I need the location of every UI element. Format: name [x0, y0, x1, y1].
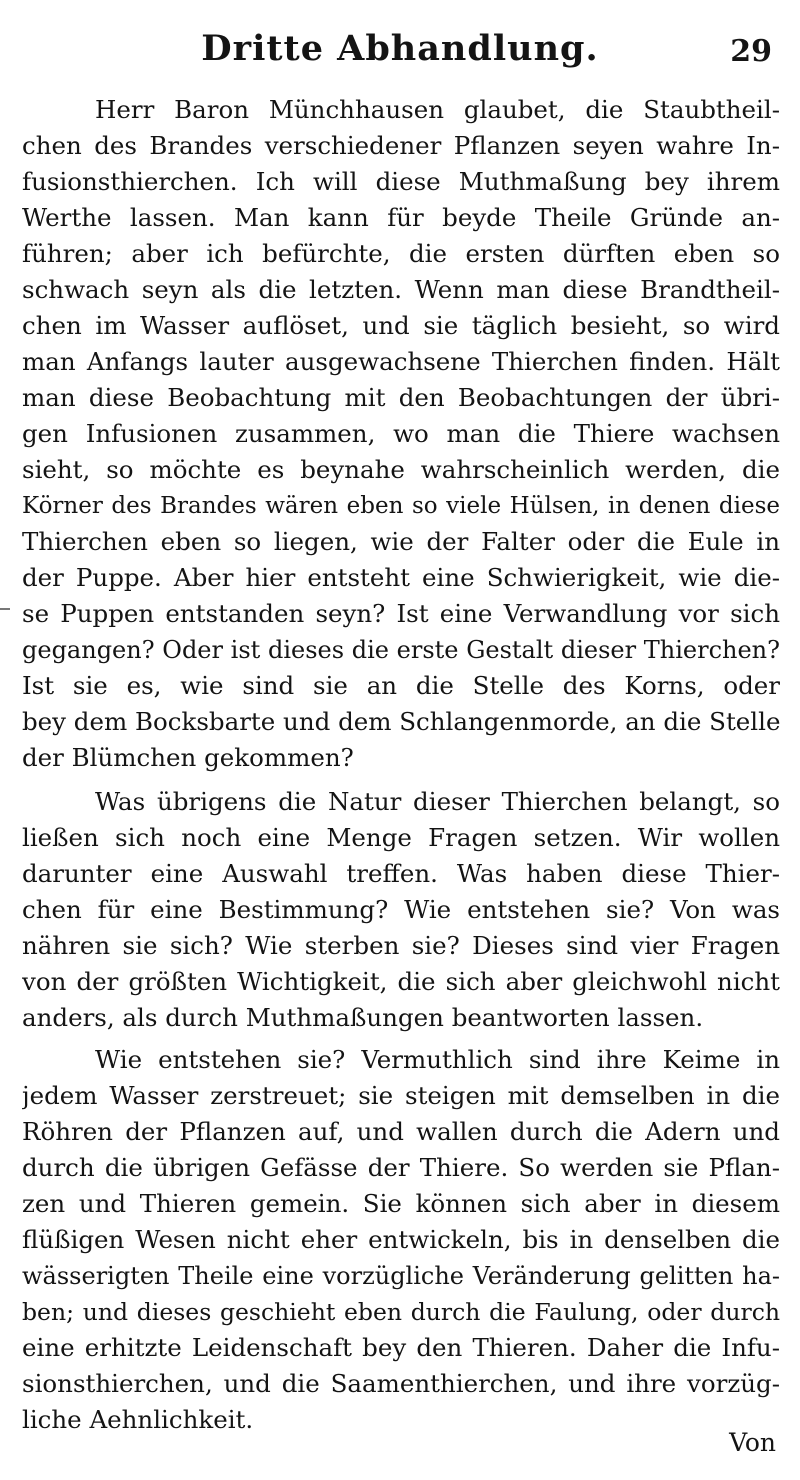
text-line: Herr Baron Münchhausen glaubet, die Staubtheil- [95, 95, 780, 124]
text-line: eine erhitzte Leidenschaft bey den Thieren. Daher die Infu- [22, 1333, 780, 1362]
text-line: man Anfangs lauter ausgewachsene Thierchen finden. Hält [22, 347, 780, 376]
running-head [0, 28, 800, 78]
text-line: ließen sich noch eine Menge Fragen setzen. Wir wollen [22, 823, 780, 852]
page-number: 29 [730, 34, 772, 69]
text-line: Röhren der Pflanzen auf, und wallen durch die Adern und [22, 1117, 780, 1146]
text-line: liche Aehnlichkeit. [22, 1405, 254, 1434]
text-line: Was übrigens die Natur dieser Thierchen belangt, so [95, 787, 780, 816]
text-line: nähren sie sich? Wie sterben sie? Dieses sind vier Fragen [22, 931, 780, 960]
catchword: Von [729, 1428, 776, 1457]
text-line: chen für eine Bestimmung? Wie entstehen sie? Von was [22, 895, 780, 924]
text-line: anders, als durch Muthmaßungen beantworten lassen. [22, 1003, 704, 1032]
text-line: führen; aber ich befürchte, die ersten dürften eben so [22, 239, 780, 268]
text-line: wässerigten Theile eine vorzügliche Veränderung gelitten ha- [22, 1262, 780, 1290]
text-line: durch die übrigen Gefässe der Thiere. So werden sie Pflan- [22, 1153, 780, 1182]
text-line: zen und Thieren gemein. Sie können sich aber in diesem [22, 1189, 780, 1218]
text-line: von der größten Wichtigkeit, die sich aber gleichwohl nicht [22, 967, 780, 996]
text-line: sieht, so möchte es beynahe wahrscheinlich werden, die [22, 455, 780, 484]
text-line: Körner des Brandes wären eben so viele Hülsen, in denen diese [22, 493, 780, 519]
text-line: sionsthierchen, und die Saamenthierchen, und ihre vorzüg- [22, 1369, 780, 1398]
text-line: der Puppe. Aber hier entsteht eine Schwierigkeit, wie die- [22, 563, 780, 592]
text-line: gegangen? Oder ist dieses die erste Gestalt dieser Thierchen? [22, 636, 780, 664]
text-line: darunter eine Auswahl treffen. Was haben diese Thier- [22, 859, 780, 888]
text-line: fusionsthierchen. Ich will diese Muthmaßung bey ihrem [22, 167, 780, 196]
running-title: Dritte Abhandlung. [201, 28, 599, 69]
text-line: gen Infusionen zusammen, wo man die Thiere wachsen [22, 419, 780, 448]
text-line: Thierchen eben so liegen, wie der Falter oder die Eule in [22, 527, 780, 556]
text-line: chen im Wasser auflöset, und sie täglich besieht, so wird [22, 311, 780, 340]
text-line: chen des Brandes verschiedener Pflanzen seyen wahre In- [22, 131, 780, 160]
margin-mark [0, 608, 10, 610]
text-line: ben; und dieses geschieht eben durch die Faulung, oder durch [22, 1298, 780, 1326]
text-line: Ist sie es, wie sind sie an die Stelle des Korns, oder [22, 671, 780, 700]
text-line: jedem Wasser zerstreuet; sie steigen mit demselben in die [22, 1081, 780, 1110]
text-line: Werthe lassen. Man kann für beyde Theile Gründe an- [22, 203, 780, 232]
text-line: se Puppen entstanden seyn? Ist eine Verwandlung vor sich [22, 599, 780, 628]
text-line: der Blümchen gekommen? [22, 743, 354, 772]
text-line: flüßigen Wesen nicht eher entwickeln, bis in denselben die [22, 1225, 780, 1254]
text-line: bey dem Bocksbarte und dem Schlangenmorde, an die Stelle [22, 707, 780, 736]
text-line: schwach seyn als die letzten. Wenn man diese Brandtheil- [22, 275, 780, 304]
text-line: Wie entstehen sie? Vermuthlich sind ihre Keime in [95, 1045, 780, 1074]
text-line: man diese Beobachtung mit den Beobachtungen der übri- [22, 383, 780, 412]
